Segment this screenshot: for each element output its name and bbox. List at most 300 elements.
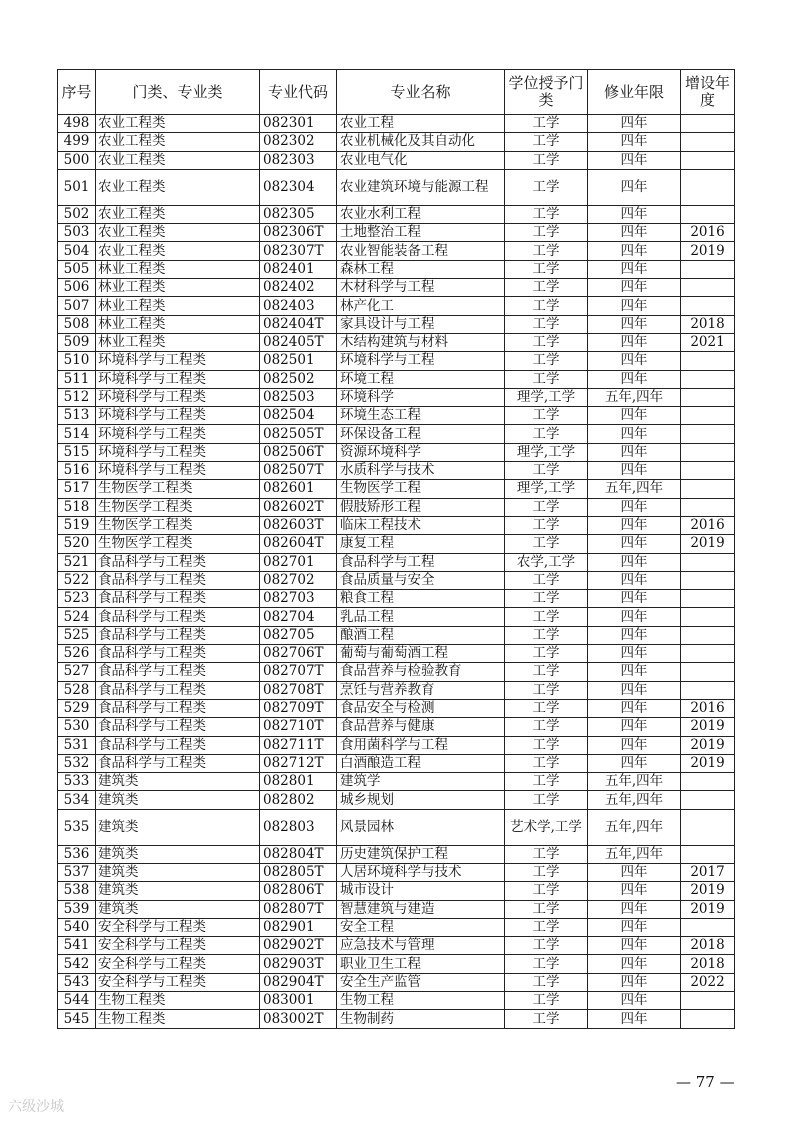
- major-name-cell: 乳品工程: [337, 608, 505, 626]
- table-row: [58, 626, 735, 644]
- years-cell: 四年: [588, 937, 681, 955]
- category-cell: 环境科学与工程类: [96, 407, 260, 425]
- header-name: 专业名称: [337, 70, 505, 115]
- degree-cell: 工学: [505, 260, 588, 278]
- code-cell: 082706T: [260, 645, 337, 663]
- table-row: [58, 718, 735, 736]
- table-row: [58, 1010, 735, 1028]
- row-number: 511: [58, 370, 96, 388]
- degree-cell: 工学: [505, 645, 588, 663]
- row-number: 514: [58, 425, 96, 443]
- category-cell: 农业工程类: [96, 115, 260, 133]
- code-cell: 082802: [260, 791, 337, 809]
- years-cell: 四年: [588, 151, 681, 169]
- code-cell: 082803: [260, 809, 337, 845]
- row-number: 516: [58, 462, 96, 480]
- row-number: 545: [58, 1010, 96, 1028]
- category-cell: 食品科学与工程类: [96, 663, 260, 681]
- years-cell: 四年: [588, 754, 681, 772]
- table-row: [58, 443, 735, 461]
- row-number: 533: [58, 773, 96, 791]
- years-cell: 四年: [588, 626, 681, 644]
- category-cell: 农业工程类: [96, 224, 260, 242]
- category-cell: 生物医学工程类: [96, 535, 260, 553]
- row-number: 539: [58, 900, 96, 918]
- row-number: 530: [58, 718, 96, 736]
- row-number: 536: [58, 845, 96, 863]
- category-cell: 农业工程类: [96, 205, 260, 223]
- row-number: 510: [58, 352, 96, 370]
- major-name-cell: 食品科学与工程: [337, 553, 505, 571]
- row-number: 542: [58, 955, 96, 973]
- added-year-cell: [681, 992, 735, 1010]
- row-number: 502: [58, 205, 96, 223]
- years-cell: 四年: [588, 133, 681, 151]
- degree-cell: 工学: [505, 900, 588, 918]
- added-year-cell: [681, 480, 735, 498]
- added-year-cell: [681, 151, 735, 169]
- years-cell: 四年: [588, 407, 681, 425]
- added-year-cell: [681, 388, 735, 406]
- category-cell: 环境科学与工程类: [96, 370, 260, 388]
- major-name-cell: 葡萄与葡萄酒工程: [337, 645, 505, 663]
- table-row: [58, 882, 735, 900]
- years-cell: 四年: [588, 352, 681, 370]
- years-cell: 四年: [588, 590, 681, 608]
- years-cell: 四年: [588, 992, 681, 1010]
- category-cell: 环境科学与工程类: [96, 443, 260, 461]
- code-cell: 082603T: [260, 516, 337, 534]
- table-row: [58, 863, 735, 881]
- added-year-cell: [681, 791, 735, 809]
- category-cell: 食品科学与工程类: [96, 718, 260, 736]
- code-cell: 082901: [260, 918, 337, 936]
- category-cell: 建筑类: [96, 809, 260, 845]
- code-cell: 082501: [260, 352, 337, 370]
- major-name-cell: 白酒酿造工程: [337, 754, 505, 772]
- degree-cell: 工学: [505, 151, 588, 169]
- category-cell: 生物医学工程类: [96, 516, 260, 534]
- added-year-cell: [681, 297, 735, 315]
- category-cell: 生物医学工程类: [96, 480, 260, 498]
- degree-cell: 工学: [505, 845, 588, 863]
- row-number: 537: [58, 863, 96, 881]
- code-cell: 082604T: [260, 535, 337, 553]
- code-cell: 082602T: [260, 498, 337, 516]
- table-row: [58, 279, 735, 297]
- years-cell: 五年,四年: [588, 791, 681, 809]
- table-row: [58, 516, 735, 534]
- table-row: [58, 553, 735, 571]
- row-number: 543: [58, 973, 96, 991]
- code-cell: 082805T: [260, 863, 337, 881]
- category-cell: 安全科学与工程类: [96, 955, 260, 973]
- header-added: 增设年度: [681, 70, 735, 115]
- major-name-cell: 家具设计与工程: [337, 315, 505, 333]
- years-cell: 四年: [588, 315, 681, 333]
- code-cell: 082704: [260, 608, 337, 626]
- row-number: 506: [58, 279, 96, 297]
- major-name-cell: 水质科学与技术: [337, 462, 505, 480]
- row-number: 534: [58, 791, 96, 809]
- table-header: [58, 70, 735, 115]
- major-name-cell: 食品安全与检测: [337, 699, 505, 717]
- code-cell: 082307T: [260, 242, 337, 260]
- category-cell: 林业工程类: [96, 315, 260, 333]
- category-cell: 农业工程类: [96, 133, 260, 151]
- table-row: [58, 388, 735, 406]
- table-body: [58, 115, 735, 1029]
- added-year-cell: [681, 352, 735, 370]
- code-cell: 082506T: [260, 443, 337, 461]
- years-cell: 四年: [588, 224, 681, 242]
- degree-cell: 工学: [505, 224, 588, 242]
- added-year-cell: 2018: [681, 937, 735, 955]
- code-cell: 082707T: [260, 663, 337, 681]
- table-row: [58, 973, 735, 991]
- years-cell: 四年: [588, 718, 681, 736]
- category-cell: 林业工程类: [96, 333, 260, 351]
- row-number: 520: [58, 535, 96, 553]
- degree-cell: 工学: [505, 773, 588, 791]
- code-cell: 082505T: [260, 425, 337, 443]
- added-year-cell: 2021: [681, 333, 735, 351]
- degree-cell: 工学: [505, 498, 588, 516]
- years-cell: 四年: [588, 498, 681, 516]
- degree-cell: 工学: [505, 955, 588, 973]
- row-number: 535: [58, 809, 96, 845]
- major-name-cell: 风景园林: [337, 809, 505, 845]
- code-cell: 082504: [260, 407, 337, 425]
- added-year-cell: [681, 169, 735, 205]
- code-cell: 082804T: [260, 845, 337, 863]
- category-cell: 农业工程类: [96, 242, 260, 260]
- degree-cell: 工学: [505, 590, 588, 608]
- category-cell: 林业工程类: [96, 279, 260, 297]
- code-cell: 082708T: [260, 681, 337, 699]
- major-name-cell: 森林工程: [337, 260, 505, 278]
- degree-cell: 工学: [505, 133, 588, 151]
- years-cell: 五年,四年: [588, 480, 681, 498]
- years-cell: 四年: [588, 553, 681, 571]
- table-row: [58, 663, 735, 681]
- table-row: [58, 115, 735, 133]
- added-year-cell: [681, 205, 735, 223]
- years-cell: 五年,四年: [588, 809, 681, 845]
- major-name-cell: 农业电气化: [337, 151, 505, 169]
- category-cell: 食品科学与工程类: [96, 699, 260, 717]
- table-row: [58, 535, 735, 553]
- degree-cell: 工学: [505, 333, 588, 351]
- table-row: [58, 133, 735, 151]
- row-number: 517: [58, 480, 96, 498]
- code-cell: 082403: [260, 297, 337, 315]
- row-number: 531: [58, 736, 96, 754]
- category-cell: 食品科学与工程类: [96, 754, 260, 772]
- category-cell: 建筑类: [96, 900, 260, 918]
- code-cell: 082705: [260, 626, 337, 644]
- years-cell: 四年: [588, 242, 681, 260]
- category-cell: 农业工程类: [96, 169, 260, 205]
- header-degree: 学位授予门类: [505, 70, 588, 115]
- major-name-cell: 食品营养与健康: [337, 718, 505, 736]
- category-cell: 食品科学与工程类: [96, 626, 260, 644]
- added-year-cell: [681, 1010, 735, 1028]
- degree-cell: 工学: [505, 242, 588, 260]
- degree-cell: 工学: [505, 279, 588, 297]
- row-number: 508: [58, 315, 96, 333]
- majors-table: [57, 69, 735, 1029]
- table-row: [58, 407, 735, 425]
- added-year-cell: [681, 425, 735, 443]
- code-cell: 082601: [260, 480, 337, 498]
- degree-cell: 工学: [505, 425, 588, 443]
- major-name-cell: 食品营养与检验教育: [337, 663, 505, 681]
- row-number: 529: [58, 699, 96, 717]
- added-year-cell: 2016: [681, 224, 735, 242]
- degree-cell: 工学: [505, 992, 588, 1010]
- degree-cell: 工学: [505, 626, 588, 644]
- category-cell: 环境科学与工程类: [96, 425, 260, 443]
- years-cell: 四年: [588, 1010, 681, 1028]
- code-cell: 082502: [260, 370, 337, 388]
- added-year-cell: [681, 279, 735, 297]
- category-cell: 环境科学与工程类: [96, 352, 260, 370]
- added-year-cell: [681, 462, 735, 480]
- row-number: 507: [58, 297, 96, 315]
- header-row: [58, 70, 735, 115]
- degree-cell: 工学: [505, 937, 588, 955]
- table-row: [58, 260, 735, 278]
- degree-cell: 工学: [505, 535, 588, 553]
- category-cell: 建筑类: [96, 773, 260, 791]
- degree-cell: 工学: [505, 115, 588, 133]
- major-name-cell: 环境科学: [337, 388, 505, 406]
- added-year-cell: [681, 809, 735, 845]
- added-year-cell: [681, 645, 735, 663]
- added-year-cell: 2019: [681, 535, 735, 553]
- row-number: 532: [58, 754, 96, 772]
- category-cell: 建筑类: [96, 845, 260, 863]
- degree-cell: 工学: [505, 736, 588, 754]
- degree-cell: 工学: [505, 608, 588, 626]
- years-cell: 四年: [588, 900, 681, 918]
- table-row: [58, 645, 735, 663]
- added-year-cell: [681, 498, 735, 516]
- category-cell: 食品科学与工程类: [96, 608, 260, 626]
- degree-cell: 工学: [505, 370, 588, 388]
- code-cell: 082401: [260, 260, 337, 278]
- years-cell: 四年: [588, 736, 681, 754]
- major-name-cell: 安全工程: [337, 918, 505, 936]
- years-cell: 五年,四年: [588, 773, 681, 791]
- major-name-cell: 安全生产监管: [337, 973, 505, 991]
- major-name-cell: 临床工程技术: [337, 516, 505, 534]
- years-cell: 四年: [588, 333, 681, 351]
- degree-cell: 工学: [505, 297, 588, 315]
- header-category: 门类、专业类: [96, 70, 260, 115]
- code-cell: 082709T: [260, 699, 337, 717]
- added-year-cell: [681, 681, 735, 699]
- code-cell: 082801: [260, 773, 337, 791]
- major-name-cell: 环境工程: [337, 370, 505, 388]
- row-number: 518: [58, 498, 96, 516]
- row-number: 503: [58, 224, 96, 242]
- code-cell: 082712T: [260, 754, 337, 772]
- table-row: [58, 333, 735, 351]
- degree-cell: 工学: [505, 791, 588, 809]
- category-cell: 安全科学与工程类: [96, 937, 260, 955]
- table-row: [58, 205, 735, 223]
- category-cell: 生物医学工程类: [96, 498, 260, 516]
- years-cell: 四年: [588, 918, 681, 936]
- header-code: 专业代码: [260, 70, 337, 115]
- code-cell: 083001: [260, 992, 337, 1010]
- degree-cell: 工学: [505, 462, 588, 480]
- major-name-cell: 农业建筑环境与能源工程: [337, 169, 505, 205]
- years-cell: 四年: [588, 645, 681, 663]
- code-cell: 082710T: [260, 718, 337, 736]
- category-cell: 食品科学与工程类: [96, 645, 260, 663]
- added-year-cell: [681, 845, 735, 863]
- years-cell: 四年: [588, 973, 681, 991]
- category-cell: 食品科学与工程类: [96, 681, 260, 699]
- degree-cell: 工学: [505, 169, 588, 205]
- added-year-cell: [681, 443, 735, 461]
- added-year-cell: 2019: [681, 242, 735, 260]
- table-row: [58, 681, 735, 699]
- major-name-cell: 环境科学与工程: [337, 352, 505, 370]
- category-cell: 安全科学与工程类: [96, 973, 260, 991]
- code-cell: 082702: [260, 571, 337, 589]
- degree-cell: 工学: [505, 663, 588, 681]
- major-name-cell: 农业水利工程: [337, 205, 505, 223]
- row-number: 509: [58, 333, 96, 351]
- code-cell: 082806T: [260, 882, 337, 900]
- code-cell: 082503: [260, 388, 337, 406]
- major-name-cell: 土地整治工程: [337, 224, 505, 242]
- major-name-cell: 农业智能装备工程: [337, 242, 505, 260]
- years-cell: 四年: [588, 370, 681, 388]
- table-row: [58, 425, 735, 443]
- row-number: 524: [58, 608, 96, 626]
- years-cell: 四年: [588, 279, 681, 297]
- years-cell: 四年: [588, 863, 681, 881]
- watermark-logo: 六级沙城: [8, 1099, 64, 1115]
- row-number: 538: [58, 882, 96, 900]
- row-number: 544: [58, 992, 96, 1010]
- added-year-cell: [681, 133, 735, 151]
- row-number: 500: [58, 151, 96, 169]
- years-cell: 四年: [588, 516, 681, 534]
- row-number: 528: [58, 681, 96, 699]
- code-cell: 082305: [260, 205, 337, 223]
- degree-cell: 工学: [505, 882, 588, 900]
- added-year-cell: [681, 407, 735, 425]
- major-name-cell: 城乡规划: [337, 791, 505, 809]
- table-row: [58, 370, 735, 388]
- years-cell: 四年: [588, 443, 681, 461]
- major-name-cell: 生物医学工程: [337, 480, 505, 498]
- header-seq: 序号: [58, 70, 96, 115]
- table-row: [58, 791, 735, 809]
- row-number: 525: [58, 626, 96, 644]
- code-cell: 082402: [260, 279, 337, 297]
- added-year-cell: [681, 571, 735, 589]
- table-row: [58, 169, 735, 205]
- major-name-cell: 木材科学与工程: [337, 279, 505, 297]
- row-number: 526: [58, 645, 96, 663]
- major-name-cell: 粮食工程: [337, 590, 505, 608]
- code-cell: 082701: [260, 553, 337, 571]
- table-row: [58, 242, 735, 260]
- years-cell: 四年: [588, 699, 681, 717]
- table-row: [58, 151, 735, 169]
- added-year-cell: 2019: [681, 900, 735, 918]
- degree-cell: 工学: [505, 973, 588, 991]
- page-number: — 77 —: [676, 1073, 735, 1091]
- degree-cell: 工学: [505, 863, 588, 881]
- added-year-cell: 2019: [681, 718, 735, 736]
- years-cell: 四年: [588, 425, 681, 443]
- code-cell: 082807T: [260, 900, 337, 918]
- degree-cell: 工学: [505, 571, 588, 589]
- code-cell: 082507T: [260, 462, 337, 480]
- code-cell: 082302: [260, 133, 337, 151]
- years-cell: 四年: [588, 663, 681, 681]
- table-row: [58, 937, 735, 955]
- table-row: [58, 900, 735, 918]
- degree-cell: 工学: [505, 681, 588, 699]
- major-name-cell: 烹饪与营养教育: [337, 681, 505, 699]
- added-year-cell: [681, 918, 735, 936]
- category-cell: 食品科学与工程类: [96, 553, 260, 571]
- major-name-cell: 康复工程: [337, 535, 505, 553]
- row-number: 519: [58, 516, 96, 534]
- degree-cell: 工学: [505, 754, 588, 772]
- degree-cell: 工学: [505, 516, 588, 534]
- code-cell: 082904T: [260, 973, 337, 991]
- added-year-cell: [681, 663, 735, 681]
- category-cell: 食品科学与工程类: [96, 736, 260, 754]
- table-row: [58, 462, 735, 480]
- row-number: 505: [58, 260, 96, 278]
- added-year-cell: 2019: [681, 754, 735, 772]
- major-name-cell: 职业卫生工程: [337, 955, 505, 973]
- code-cell: 082703: [260, 590, 337, 608]
- code-cell: 082301: [260, 115, 337, 133]
- table-row: [58, 699, 735, 717]
- added-year-cell: [681, 590, 735, 608]
- row-number: 499: [58, 133, 96, 151]
- category-cell: 林业工程类: [96, 297, 260, 315]
- code-cell: 083002T: [260, 1010, 337, 1028]
- added-year-cell: 2022: [681, 973, 735, 991]
- years-cell: 四年: [588, 608, 681, 626]
- degree-cell: 工学: [505, 205, 588, 223]
- table-row: [58, 773, 735, 791]
- years-cell: 四年: [588, 260, 681, 278]
- major-name-cell: 林产化工: [337, 297, 505, 315]
- degree-cell: 工学: [505, 918, 588, 936]
- row-number: 513: [58, 407, 96, 425]
- table-row: [58, 736, 735, 754]
- added-year-cell: [681, 608, 735, 626]
- major-name-cell: 农业机械化及其自动化: [337, 133, 505, 151]
- added-year-cell: 2019: [681, 882, 735, 900]
- table-row: [58, 297, 735, 315]
- added-year-cell: [681, 626, 735, 644]
